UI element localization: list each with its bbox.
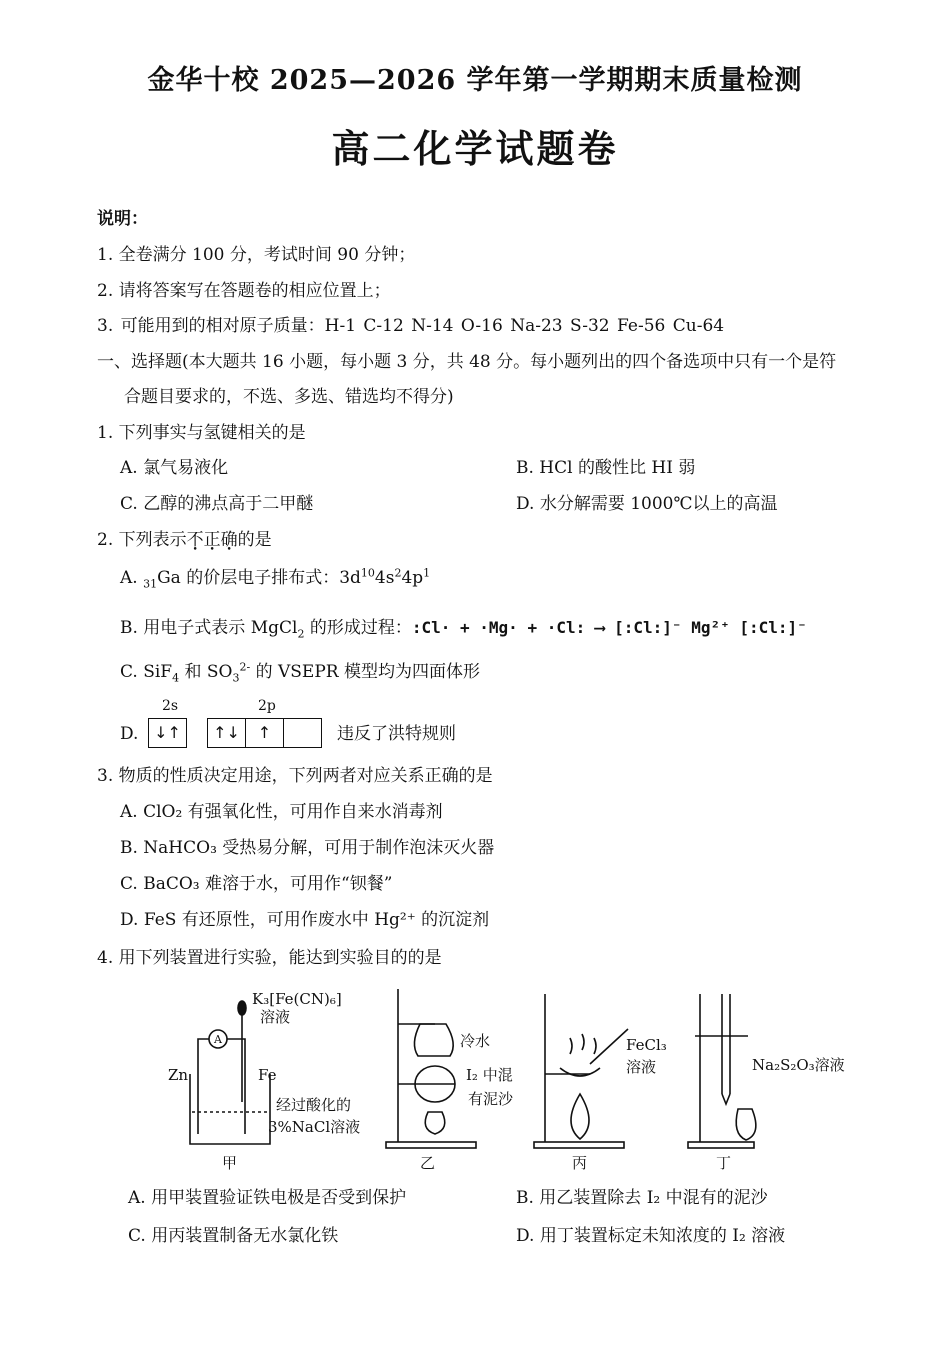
atomic-number: 31: [143, 577, 158, 591]
option-a-text-3: 4p: [401, 568, 424, 588]
question-4-option-d: D. 用丁装置标定未知浓度的 I₂ 溶液: [516, 1226, 786, 1246]
label-nacl-2: 3%NaCl溶液: [268, 1118, 361, 1136]
question-2-option-c: [120, 660, 480, 684]
question-2-option-a: [120, 566, 430, 590]
label-fecl3-2: 溶液: [626, 1058, 657, 1076]
option-b-subscript: 2: [297, 627, 305, 641]
label-fecl3-1: FeCl₃: [626, 1036, 667, 1054]
label-cold-water: 冷水: [460, 1032, 491, 1050]
electron-dot-formula: :Cl· + ·Mg· + ·Cl: ⟶ [:Cl:]⁻ Mg²⁺ [:Cl:]⁻: [411, 618, 807, 637]
section-heading-line1: 一、选择题(本大题共 16 小题，每小题 3 分，共 48 分。每小题列出的四个备选项中只有一个是符: [97, 352, 837, 372]
question-2-option-d-text: 违反了洪特规则: [337, 724, 456, 744]
question-1-option-d: D. 水分解需要 1000℃以上的高温: [516, 494, 778, 514]
instruction-item-1: 1. 全卷满分 100 分，考试时间 90 分钟；: [97, 245, 416, 265]
option-c-sub-1: 4: [172, 671, 180, 685]
label-reagent-2: 溶液: [260, 1008, 291, 1026]
label-reagent: K₃[Fe(CN)₆]: [252, 990, 342, 1008]
figure-label-yi: 乙: [420, 1154, 436, 1172]
question-4-stem: 4. 用下列装置进行实验，能达到实验目的的是: [97, 948, 442, 968]
exam-subject-title: 高二化学试题卷: [331, 126, 619, 171]
question-2-option-d-label: D.: [120, 724, 139, 744]
option-a-text: Ga 的价层电子排布式：3d: [157, 568, 361, 588]
question-4-option-b: B. 用乙装置除去 I₂ 中混有的泥沙: [516, 1188, 768, 1208]
question-4-option-a: A. 用甲装置验证铁电极是否受到保护: [128, 1188, 407, 1208]
question-3-option-a: A. ClO₂ 有强氧化性，可用作自来水消毒剂: [120, 802, 443, 822]
question-2-stem-pre: 2. 下列表示: [97, 530, 187, 550]
question-3-stem: 3. 物质的性质决定用途，下列两者对应关系正确的是: [97, 766, 493, 786]
exam-header-title: 金华十校 2025—2026 学年第一学期期末质量检测: [147, 65, 803, 96]
figure-label-bing: 丙: [572, 1154, 588, 1172]
figure-label-ding: 丁: [716, 1154, 732, 1172]
beaker-jia: [190, 1074, 270, 1144]
question-3-option-c: C. BaCO₃ 难溶于水，可用作“钡餐”: [120, 874, 393, 894]
option-b-prefix: B. 用电子式表示 MgCl: [120, 618, 298, 638]
label-nacl-1: 经过酸化的: [276, 1096, 352, 1114]
superscript-2: 2: [394, 566, 402, 580]
question-3-option-b: B. NaHCO₃ 受热易分解，可用于制作泡沫灭火器: [120, 838, 495, 858]
question-3-option-d: D. FeS 有还原性，可用作废水中 Hg²⁺ 的沉淀剂: [120, 910, 490, 930]
option-b-text: 的形成过程：: [304, 618, 412, 638]
option-c-sup: 2-: [239, 660, 251, 674]
question-2-option-b: [120, 616, 807, 640]
label-zn: Zn: [168, 1066, 189, 1084]
option-a-prefix: A.: [120, 568, 144, 588]
question-2-stem-post: 的是: [237, 530, 272, 550]
section-heading-line2: 合题目要求的，不选、多选、错选均不得分): [124, 387, 454, 407]
question-1-option-c: C. 乙醇的沸点高于二甲醚: [120, 494, 314, 514]
label-fe: Fe: [258, 1066, 277, 1084]
option-c-post: 的 VSEPR 模型均为四面体形: [250, 662, 480, 682]
orbital-box-2p: [207, 718, 322, 748]
emphasis-char-3: 确: [220, 530, 238, 550]
label-ammeter: A: [214, 1033, 222, 1046]
question-4-option-c: C. 用丙装置制备无水氯化铁: [128, 1226, 339, 1246]
label-i2-2: 有泥沙: [468, 1090, 514, 1108]
option-a-text-2: 4s: [374, 568, 395, 588]
instruction-item-3: 3. 可能用到的相对原子质量：H-1 C-12 N-14 O-16 Na-23 S-32 Fe-56 Cu-64: [97, 316, 725, 336]
question-1-option-a: A. 氯气易液化: [120, 458, 229, 478]
question-1-stem: 1. 下列事实与氢键相关的是: [97, 423, 306, 443]
orbital-cell: [284, 719, 321, 747]
orbital-cell: ↑: [246, 719, 284, 747]
orbital-label-2s: 2s: [162, 698, 179, 714]
instruction-item-2: 2. 请将答案写在答题卷的相应位置上；: [97, 281, 391, 301]
orbital-label-2p: 2p: [258, 698, 276, 714]
superscript-3: 1: [423, 566, 431, 580]
superscript-1: 10: [360, 566, 375, 580]
option-c-sub-2: 3: [232, 671, 240, 685]
instructions-heading: 说明：: [97, 209, 148, 229]
emphasis-char-1: 不: [186, 530, 204, 550]
figure-label-jia: 甲: [222, 1154, 238, 1172]
apparatus-figure: [150, 984, 870, 1154]
option-c-prefix: C. SiF: [120, 662, 173, 682]
question-2-stem: [97, 528, 272, 552]
orbital-box-2s: [148, 718, 187, 748]
label-thiosulfate: Na₂S₂O₃溶液: [752, 1056, 845, 1074]
orbital-cell: ↑↓: [208, 719, 246, 747]
label-i2-1: I₂ 中混: [466, 1066, 513, 1084]
orbital-cell: ↓↑: [154, 723, 181, 742]
option-c-mid: 和 SO: [179, 662, 233, 682]
emphasis-char-2: 正: [203, 530, 221, 550]
question-1-option-b: B. HCl 的酸性比 HI 弱: [516, 458, 696, 478]
